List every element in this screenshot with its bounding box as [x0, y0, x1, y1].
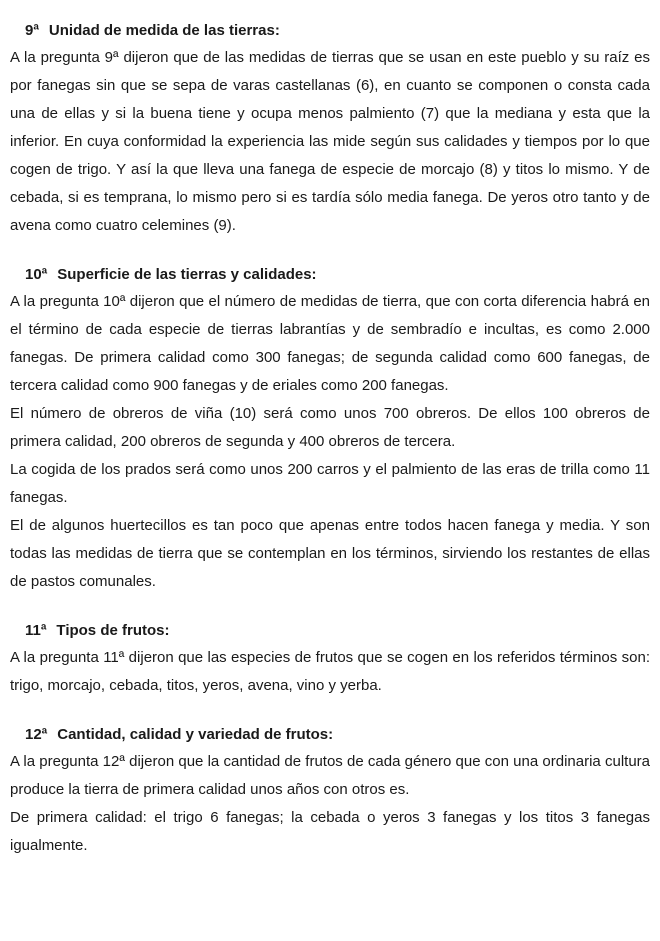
paragraph: De primera calidad: el trigo 6 fanegas; la cebada o yeros 3 fanegas y los titos 3 fanegas igualmente.	[10, 809, 650, 854]
paragraph: A la pregunta 10ª dijeron que el número de medidas de tierra, que con corta diferencia habrá en el término de cada especie de tierras labrantías y de sembradío e incultas, es como 2.000 fanegas. De primera calidad como 300 fanegas; de segunda calidad como 600 fanegas, de tercera calidad como 900 fanegas y de eriales como 200 fanegas.	[10, 293, 650, 394]
section-9	[10, 18, 650, 240]
section-number: 12ª	[25, 726, 48, 743]
section-heading	[25, 262, 650, 288]
paragraph: La cogida de los prados será como unos 200 carros y el palmiento de las eras de trilla como 11 fanegas.	[10, 461, 650, 506]
paragraph: El número de obreros de viña (10) será como unos 700 obreros. De ellos 100 obreros de primera calidad, 200 obreros de segunda y 400 obreros de tercera.	[10, 405, 650, 450]
section-number: 9ª	[25, 22, 39, 39]
section-heading	[25, 18, 650, 44]
section-title: Unidad de medida de las tierras:	[48, 22, 280, 39]
section-10	[10, 262, 650, 596]
section-number: 10ª	[25, 266, 48, 283]
paragraph: A la pregunta 12ª dijeron que la cantidad de frutos de cada género que con una ordinaria cultura produce la tierra de primera calidad unos años con otros es.	[10, 753, 650, 798]
paragraph: A la pregunta 11ª dijeron que las especies de frutos que se cogen en los referidos términos son: trigo, morcajo, cebada, titos, yeros, avena, vino y yerba.	[10, 649, 650, 694]
section-title: Cantidad, calidad y variedad de frutos:	[57, 726, 334, 743]
section-12	[10, 722, 650, 860]
section-11	[10, 618, 650, 700]
section-title: Tipos de frutos:	[56, 622, 170, 639]
paragraph: El de algunos huertecillos es tan poco que apenas entre todos hacen fanega y media. Y son todas las medidas de tierra que se contemplan en los términos, sirviendo los restantes de ellas de pastos comunales.	[10, 517, 650, 590]
section-heading	[25, 722, 650, 748]
paragraph: A la pregunta 9ª dijeron que de las medidas de tierras que se usan en este pueblo y su raíz es por fanegas sin que se sepa de varas castellanas (6), en cuanto se componen o consta cada una de ellas y si la buena tiene y ocupa menos palmiento (7) que la mediana y esta que la inferior. En cuya conformidad la experiencia las mide según sus calidades y tiempos por lo que cogen de trigo. Y así la que lleva una fanega de especie de morcajo (8) y titos lo mismo. Y de cebada, si es temprana, lo mismo pero si es tardía sólo media fanega. De yeros otro tanto y de avena como cuatro celemines (9).	[10, 49, 650, 234]
section-title: Superficie de las tierras y calidades:	[57, 266, 317, 283]
section-number: 11ª	[25, 622, 47, 639]
section-heading	[25, 618, 650, 644]
